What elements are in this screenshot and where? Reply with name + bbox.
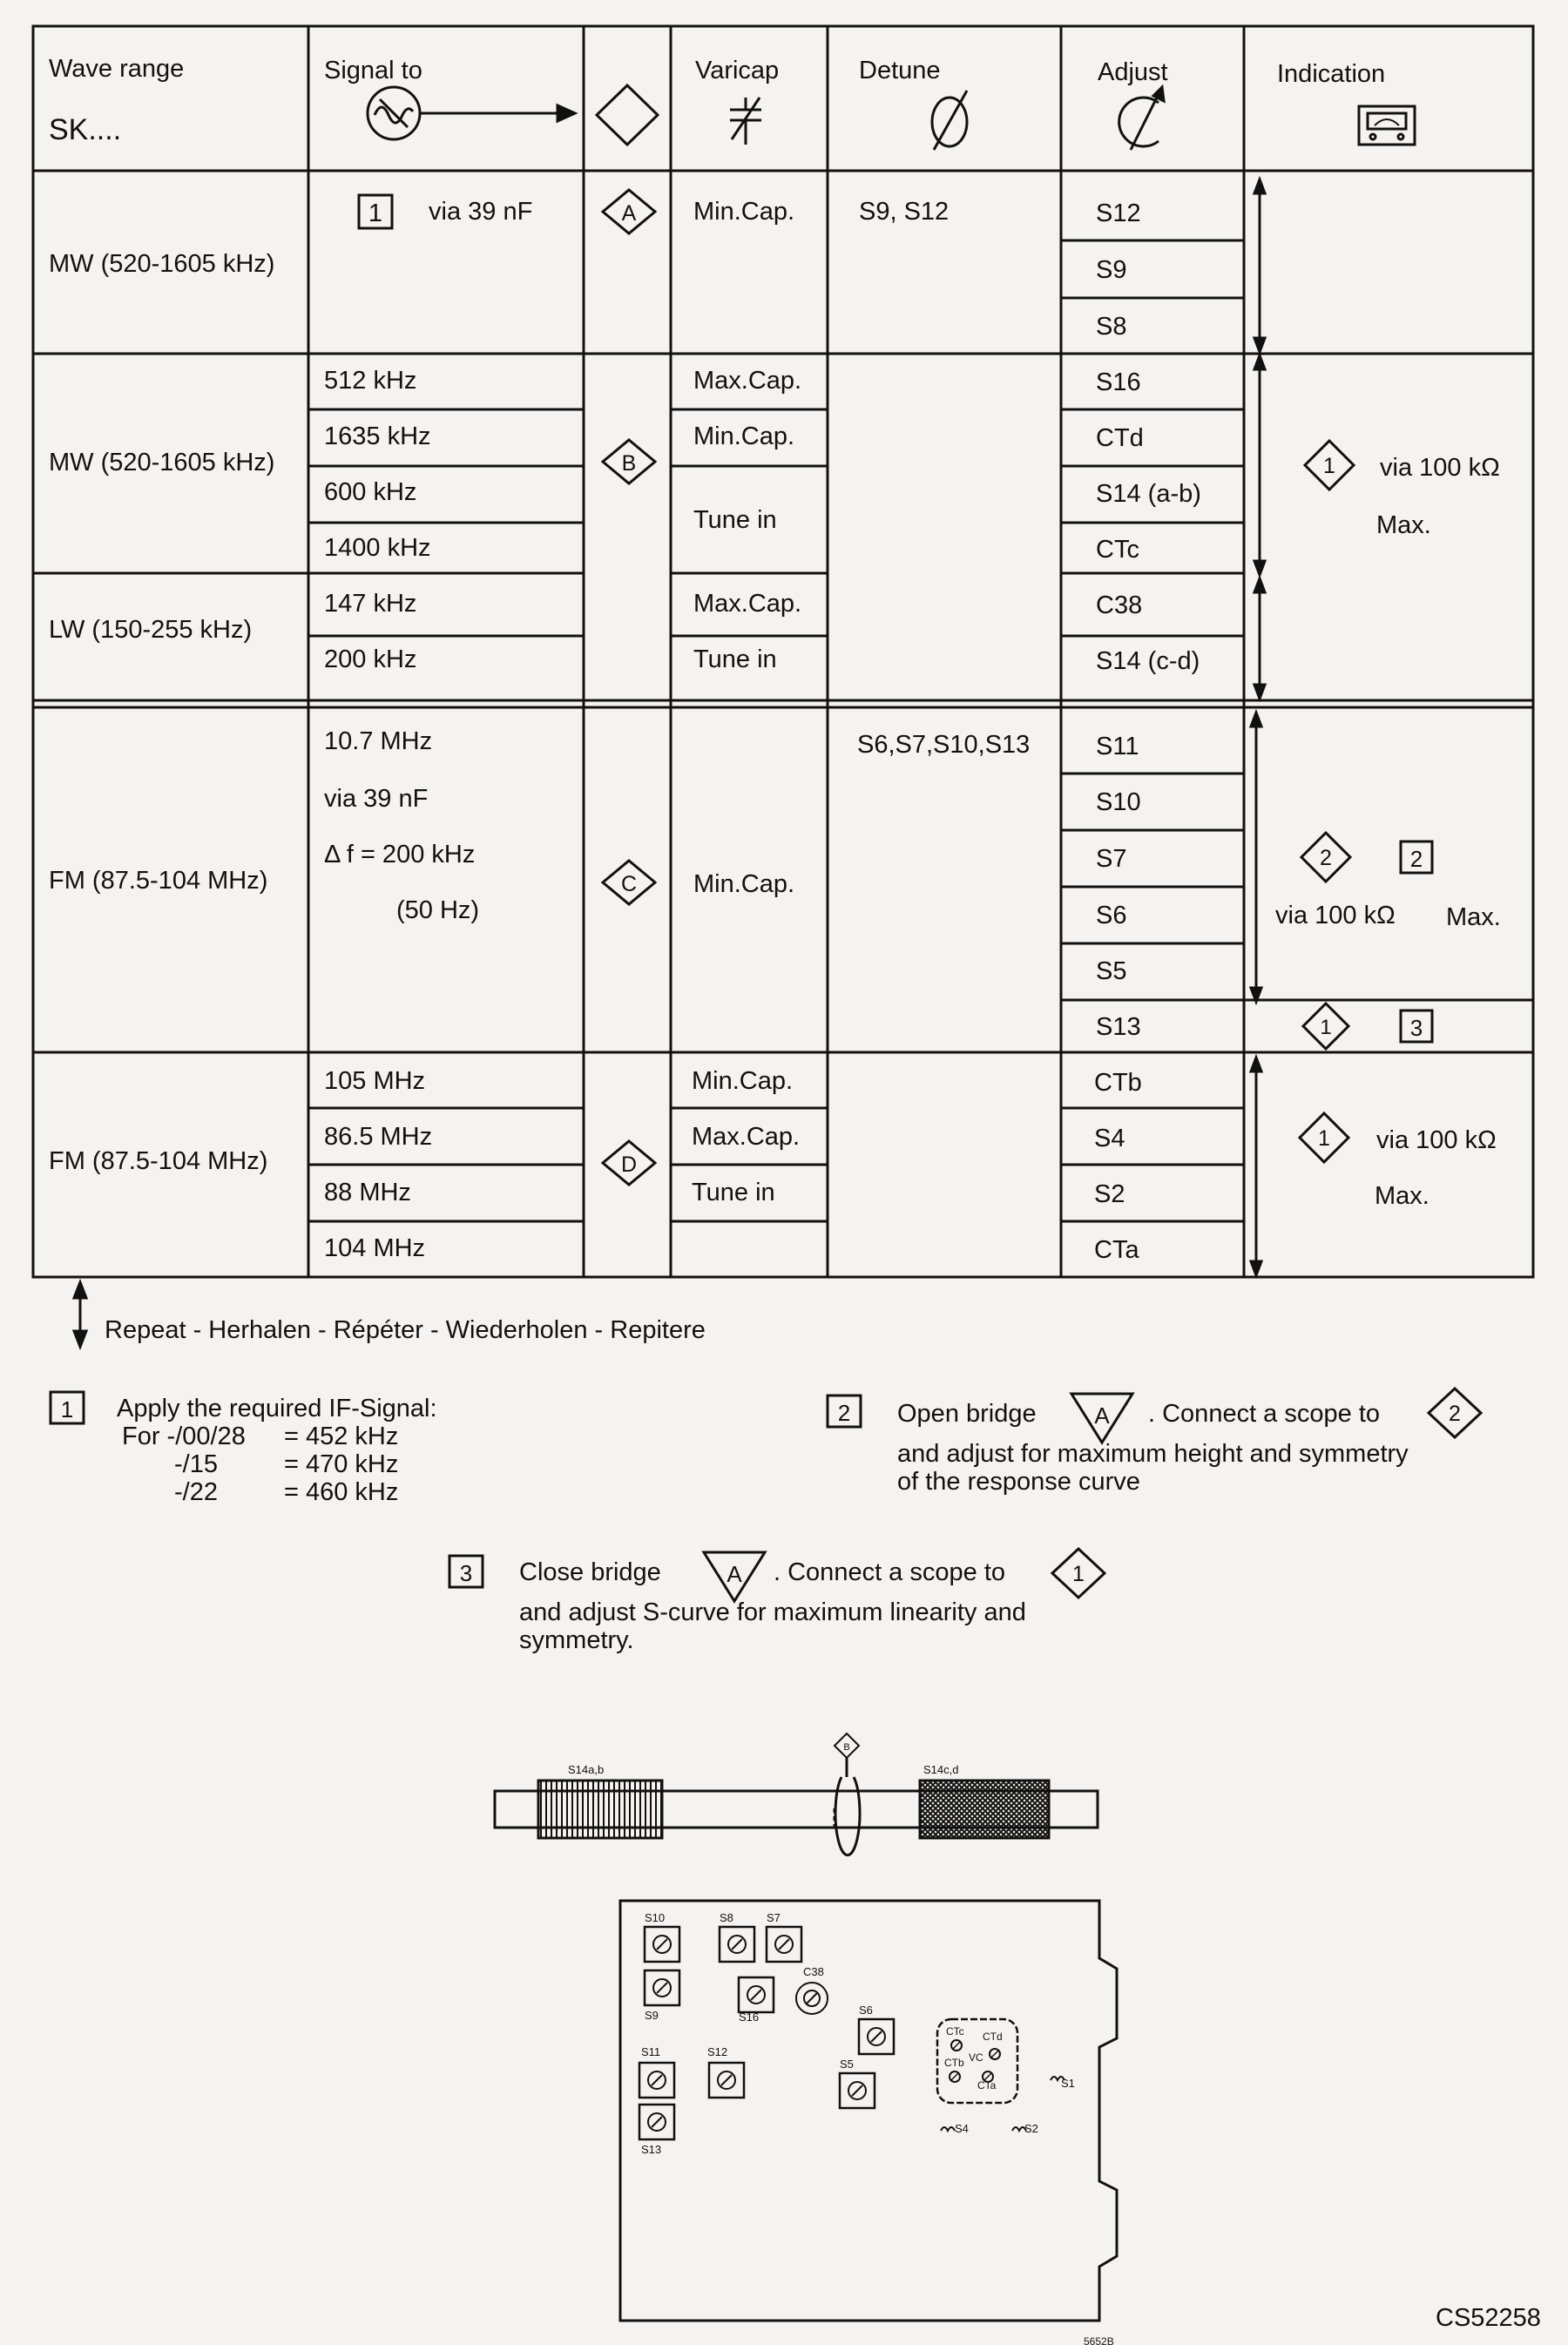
header-wave-range: Wave range <box>49 55 185 83</box>
section-a-adjust-1: S9 <box>1096 256 1127 284</box>
pcb-code: 5652B <box>1084 2335 1114 2345</box>
note3-num: 3 <box>459 1560 473 1586</box>
pcb-coil-s4 <box>941 2122 969 2135</box>
pcb-part-s16 <box>739 1977 774 2024</box>
note1-ver-0: For -/00/28 <box>122 1423 246 1450</box>
section-b-wave-mw: MW (520-1605 kHz) <box>49 449 275 476</box>
note3-text1: Close bridge <box>519 1558 661 1586</box>
note2-num: 2 <box>837 1400 851 1426</box>
section-d-wave: FM (87.5-104 MHz) <box>49 1147 268 1175</box>
section-d-varicap-0: Min.Cap. <box>692 1067 794 1095</box>
note2-scope: 2 <box>1449 1402 1461 1426</box>
section-c-diamond-label: C <box>620 872 638 896</box>
pcb-part-s5 <box>840 2058 875 2108</box>
pcb-label: S12 <box>707 2045 728 2058</box>
note2-text2: . Connect a scope to <box>1148 1400 1380 1428</box>
repeat-arrow-a <box>1254 179 1265 352</box>
section-b-signal-1: 1635 kHz <box>324 422 431 450</box>
pcb-label: S13 <box>641 2143 662 2156</box>
pcb-label: S16 <box>739 2010 760 2024</box>
header-indication: Indication <box>1277 60 1386 88</box>
note2-text4: of the response curve <box>897 1468 1140 1496</box>
pcb-label: CTa <box>977 2079 997 2092</box>
section-c-adjust-4: S5 <box>1096 957 1127 985</box>
pcb-label: S10 <box>645 1911 666 1924</box>
repeat-legend-arrow <box>74 1282 86 1347</box>
pcb-coil-s1 <box>1051 2077 1075 2090</box>
section-c-signal-0: 10.7 MHz <box>324 727 433 755</box>
pcb-label: CTc <box>946 2025 964 2038</box>
pcb-label: S7 <box>767 1911 781 1924</box>
pcb-outline <box>620 1901 1117 2321</box>
ferrite-rod-diagram <box>495 1733 1098 1855</box>
pcb-label: S8 <box>720 1911 733 1924</box>
section-c-adjust-1: S10 <box>1096 788 1141 816</box>
pcb-part-s7 <box>767 1911 801 1962</box>
pcb-label: S4 <box>955 2122 969 2135</box>
note1-ver-2: -/22 <box>174 1478 218 1506</box>
section-a-detune: S9, S12 <box>859 198 950 226</box>
section-b-ind-max: Max. <box>1376 511 1431 539</box>
pcb-label: S1 <box>1061 2077 1075 2090</box>
rod-right-label: S14c,d <box>923 1763 959 1776</box>
section-c-signal-3: (50 Hz) <box>396 896 480 924</box>
section-b-ind-via: via 100 kΩ <box>1380 454 1500 482</box>
coil-s14ab <box>538 1781 662 1838</box>
section-b-adjust-5: S14 (c-d) <box>1096 647 1200 675</box>
pcb-label: S9 <box>645 2009 659 2022</box>
section-d-signal-3: 104 MHz <box>324 1234 426 1262</box>
pcb-label: C38 <box>803 1965 824 1978</box>
header-signal-to: Signal to <box>324 57 422 84</box>
note2-text3: and adjust for maximum height and symmetry <box>897 1440 1409 1468</box>
section-b-diamond-label: B <box>621 451 637 476</box>
signal-generator-icon <box>368 87 575 139</box>
pcb-label: S6 <box>859 2004 873 2017</box>
header-sk: SK.... <box>49 113 122 146</box>
section-b-varicap-2: Tune in <box>693 506 777 534</box>
detune-icon <box>932 91 967 150</box>
section-d-adjust-1: S4 <box>1094 1125 1125 1152</box>
meter-icon <box>1359 106 1415 145</box>
pcb-diagram <box>620 1901 1117 2321</box>
note3-scope: 1 <box>1072 1562 1085 1586</box>
rod-left-label: S14a,b <box>568 1763 605 1776</box>
pcb-part-s12 <box>707 2045 744 2098</box>
section-d-ind-max: Max. <box>1375 1182 1429 1210</box>
section-b-ind-num: 1 <box>1323 454 1335 478</box>
section-a-adjust-2: S8 <box>1096 313 1127 341</box>
repeat-legend: Repeat - Herhalen - Répéter - Wiederholen - Repitere <box>105 1316 706 1344</box>
coil-s14cd <box>920 1781 1049 1838</box>
note1-num: 1 <box>60 1396 74 1423</box>
repeat-arrow-b2 <box>1254 578 1265 699</box>
section-c-ind-box-num: 2 <box>1409 846 1423 872</box>
pcb-part-s8 <box>720 1911 754 1962</box>
note1-val-0: = 452 kHz <box>284 1423 399 1450</box>
pcb-filter-block <box>937 2019 1017 2103</box>
repeat-arrow-c <box>1251 713 1261 1002</box>
section-a-diamond-label: A <box>621 201 637 226</box>
note1-title: Apply the required IF-Signal: <box>117 1395 437 1423</box>
section-c-varicap: Min.Cap. <box>693 870 795 898</box>
section-b-signal-2: 600 kHz <box>324 478 417 506</box>
section-d-ind-num: 1 <box>1318 1126 1330 1151</box>
section-a-signal-box-num: 1 <box>368 199 383 227</box>
pcb-label: S11 <box>641 2045 661 2058</box>
section-b-varicap-3: Max.Cap. <box>693 590 802 618</box>
section-b-signal-3: 1400 kHz <box>324 534 431 562</box>
section-d-signal-0: 105 MHz <box>324 1067 426 1095</box>
section-c-ind2-num: 1 <box>1320 1016 1332 1039</box>
section-d-ind-via: via 100 kΩ <box>1376 1126 1497 1154</box>
section-c-adjust-3: S6 <box>1096 902 1127 929</box>
pcb-part-s11 <box>639 2045 674 2098</box>
pcb-part-s6 <box>859 2004 894 2054</box>
section-d-varicap-1: Max.Cap. <box>692 1123 801 1151</box>
section-d-adjust-0: CTb <box>1094 1069 1142 1097</box>
section-b-signal-0: 512 kHz <box>324 367 417 395</box>
section-b-varicap-0: Max.Cap. <box>693 367 802 395</box>
repeat-arrow-b1 <box>1254 355 1265 575</box>
note1-ver-1: -/15 <box>174 1450 218 1478</box>
section-b-adjust-3: CTc <box>1096 536 1139 564</box>
pcb-part-s13 <box>639 2105 674 2156</box>
adjust-icon <box>1119 87 1164 150</box>
section-b-varicap-1: Min.Cap. <box>693 422 795 450</box>
note3-text3: and adjust S-curve for maximum linearity and <box>519 1598 1026 1626</box>
pcb-part-c38 <box>796 1965 828 2014</box>
pcb-label: CTd <box>983 2031 1003 2043</box>
varicap-icon <box>730 98 761 145</box>
section-c-ind2-box-num: 3 <box>1409 1015 1423 1041</box>
note2-bridge: A <box>1094 1402 1110 1429</box>
section-c-signal-2: Δ f = 200 kHz <box>324 841 476 868</box>
section-c-wave: FM (87.5-104 MHz) <box>49 867 268 895</box>
section-b-signal-4: 147 kHz <box>324 590 417 618</box>
note2-text1: Open bridge <box>897 1400 1037 1428</box>
section-b-adjust-1: CTd <box>1096 424 1144 452</box>
header-varicap: Varicap <box>695 57 780 84</box>
section-d-adjust-2: S2 <box>1094 1180 1125 1208</box>
section-d-varicap-2: Tune in <box>692 1179 775 1206</box>
note1-val-1: = 470 kHz <box>284 1450 399 1478</box>
note3-text2: . Connect a scope to <box>774 1558 1005 1586</box>
section-c-detune: S6,S7,S10,S13 <box>857 731 1031 759</box>
section-a-wave: MW (520-1605 kHz) <box>49 250 275 278</box>
section-b-adjust-2: S14 (a-b) <box>1096 480 1201 508</box>
pcb-label: S5 <box>840 2058 854 2071</box>
pcb-label: CTb <box>944 2057 964 2069</box>
section-b-varicap-4: Tune in <box>693 645 777 673</box>
repeat-arrow-d <box>1251 1058 1261 1275</box>
pcb-label: S2 <box>1024 2122 1038 2135</box>
section-d-adjust-3: CTa <box>1094 1236 1139 1264</box>
section-a-signal: via 39 nF <box>429 198 533 226</box>
section-b-wave-lw: LW (150-255 kHz) <box>49 616 253 644</box>
section-c-adjust-5: S13 <box>1096 1013 1141 1041</box>
section-c-adjust-0: S11 <box>1096 733 1139 760</box>
section-d-signal-2: 88 MHz <box>324 1179 411 1206</box>
pcb-label: VC <box>969 2051 983 2064</box>
pcb-coil-s2 <box>1012 2122 1038 2135</box>
section-b-adjust-0: S16 <box>1096 368 1141 396</box>
rod-bridge-label: B <box>843 1742 850 1753</box>
pcb-parts <box>639 1911 1075 2156</box>
section-c-ind-via: via 100 kΩ <box>1275 902 1396 929</box>
section-d-signal-1: 86.5 MHz <box>324 1123 433 1151</box>
section-c-signal-1: via 39 nF <box>324 785 429 813</box>
bridge-loop <box>835 1758 860 1855</box>
section-a-varicap: Min.Cap. <box>693 198 795 226</box>
section-d-diamond-label: D <box>620 1152 638 1177</box>
section-c-ind-max: Max. <box>1446 903 1501 931</box>
section-c-adjust-2: S7 <box>1096 845 1127 873</box>
doc-code: CS52258 <box>1436 2304 1541 2332</box>
section-c-ind-num: 2 <box>1320 846 1332 870</box>
pcb-part-s9 <box>645 1970 679 2022</box>
note3-bridge: A <box>727 1561 742 1587</box>
header-detune: Detune <box>859 57 941 84</box>
note1-val-2: = 460 kHz <box>284 1478 399 1506</box>
section-a-adjust-0: S12 <box>1096 199 1141 227</box>
note3-text4: symmetry. <box>519 1626 634 1654</box>
pcb-part-s10 <box>645 1911 679 1962</box>
section-b-adjust-4: C38 <box>1096 591 1143 619</box>
header-adjust: Adjust <box>1098 58 1168 86</box>
diamond-header-icon <box>597 85 658 145</box>
section-b-signal-5: 200 kHz <box>324 645 417 673</box>
